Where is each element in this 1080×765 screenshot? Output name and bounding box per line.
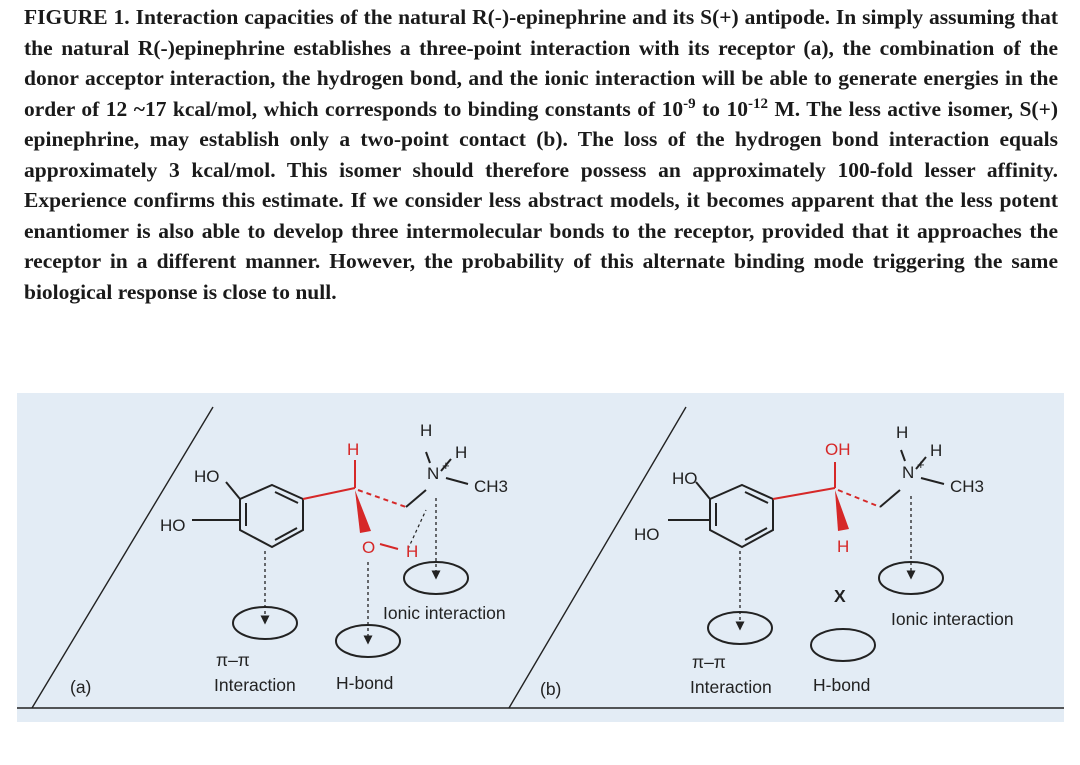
- oh-chiral-label-b: OH: [825, 440, 851, 459]
- n-label-b: N: [902, 463, 915, 482]
- interaction-label-a: Interaction: [214, 675, 296, 695]
- interaction-label-b: Interaction: [690, 677, 772, 697]
- h-chiral-label-a: H: [347, 440, 360, 459]
- h-top-label-a: H: [420, 421, 433, 440]
- h-hydroxyl-label-a: H: [406, 542, 419, 561]
- ho-upper-label-b: HO: [672, 469, 698, 488]
- methyl-label-a: CH3: [474, 477, 509, 496]
- n-charge-label-a: +: [442, 458, 450, 473]
- panel-b-label: (b): [540, 679, 562, 699]
- n-label-a: N: [427, 464, 440, 483]
- methyl-label-b: CH3: [950, 477, 985, 496]
- n-charge-label-b: +: [917, 457, 925, 472]
- h-right-label-a: H: [455, 443, 468, 462]
- ho-upper-label-a: HO: [194, 467, 220, 486]
- hbond-label-a: H-bond: [336, 673, 394, 693]
- ho-lower-label-a: HO: [160, 516, 186, 535]
- h-wedge-label-b: H: [837, 537, 850, 556]
- caption-label: FIGURE 1.: [24, 5, 130, 29]
- caption-text-part3: M. The less active isomer, S(+) epinephrine, may establish only a two-point contact (b). The loss of the hydrogen bond interaction equals approximately 3 kcal/mol. This isomer should therefore possess an approximately 100-fold lesser affinity. Experience confirms this estimate. If we consider less abstract models, it becomes apparent that the less potent enantiomer is also able to develop three intermolecular bonds to the receptor, provided that it approaches the receptor in a different manner. However, the probability of this alternate binding mode triggering the same biological response is close to null.: [24, 96, 1058, 304]
- o-label-a: O: [362, 538, 376, 557]
- ho-lower-label-b: HO: [634, 525, 660, 544]
- ionic-label-b: Ionic interaction: [891, 609, 1014, 629]
- hbond-label-b: H-bond: [813, 675, 871, 695]
- caption-text-part1: Interaction capacities of the natural R(-)-epinephrine and its S(+) antipode. In simply assuming that the natural R(-)epinephrine establishes a three-point interaction with its receptor (a), the combination of the donor acceptor interaction, the hydrogen bond, and the ionic interaction will be able to generate energies in the order of 12 ~17 kcal/mol, which corresponds to binding constants of 10: [24, 5, 1058, 121]
- ionic-label-a: Ionic interaction: [383, 603, 506, 623]
- caption-text-part2: to 10: [695, 96, 749, 121]
- h-right-label-b: H: [930, 441, 943, 460]
- caption-exponent-1: -9: [683, 95, 696, 112]
- pi-pi-label-b: π–π: [692, 652, 726, 672]
- panel-background: [17, 393, 1064, 722]
- h-top-label-b: H: [896, 423, 909, 442]
- missing-contact-mark-b: X: [834, 586, 846, 606]
- pi-pi-label-a: π–π: [216, 650, 250, 670]
- caption-exponent-2: -12: [748, 95, 769, 112]
- panel-a-label: (a): [70, 677, 92, 697]
